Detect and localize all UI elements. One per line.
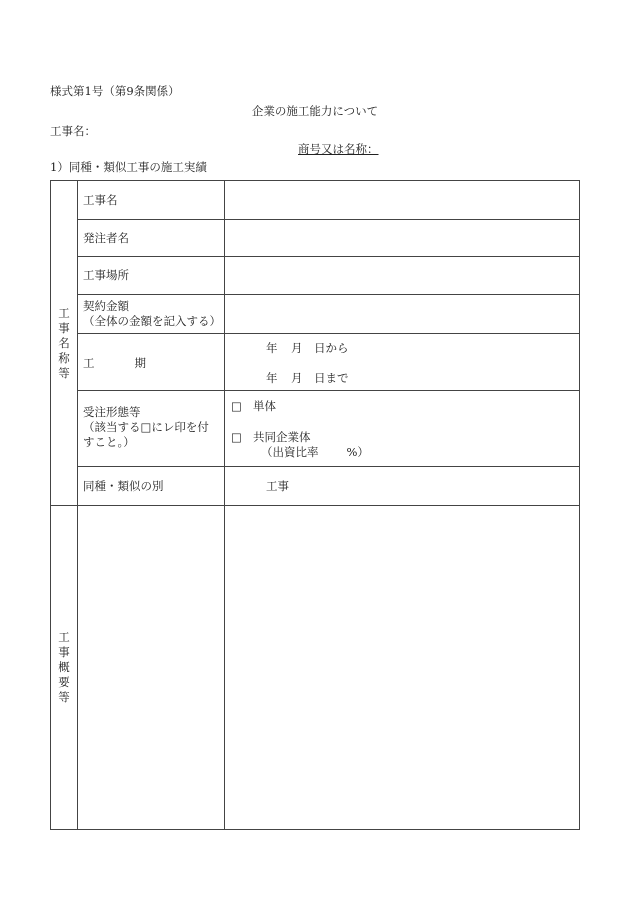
- ratio-prefix: （出資比率: [261, 445, 319, 459]
- label-client-name: 発注者名: [83, 231, 129, 245]
- group-label-char: 名: [58, 335, 70, 350]
- label-contract-amount: [83, 299, 221, 329]
- option-single[interactable]: [231, 399, 276, 414]
- row-divider: [77, 294, 579, 295]
- group-label-char: 等: [58, 689, 70, 704]
- row-divider: [77, 466, 579, 467]
- label-location: 工事場所: [83, 268, 129, 282]
- option-single-label: 単体: [253, 399, 276, 413]
- label-period: [83, 356, 146, 371]
- label-order-form: [83, 405, 209, 450]
- group-label-overview: [51, 505, 77, 829]
- value-location[interactable]: [231, 266, 571, 286]
- group-label-project: [51, 181, 77, 505]
- period-to-day: 日まで: [314, 371, 349, 385]
- row-divider: [77, 333, 579, 334]
- form-number: 様式第1号（第9条関係）: [50, 84, 180, 98]
- group-label-char: 要: [58, 674, 70, 689]
- period-month: 月: [291, 371, 303, 385]
- period-to[interactable]: [266, 371, 349, 386]
- section-divider: [51, 505, 579, 506]
- label-project-name: 工事名: [83, 193, 118, 207]
- overview-left-cell[interactable]: [81, 511, 219, 821]
- label-order-form-line1: 受注形態等: [83, 405, 141, 419]
- label-contract-amount-line2: （全体の金額を記入する）: [83, 314, 221, 328]
- group-label-char: 事: [58, 320, 70, 335]
- performance-table: [50, 180, 580, 830]
- label-same-similar: 同種・類似の別: [83, 479, 164, 493]
- group-label-char: 称: [58, 350, 70, 365]
- document-title: 企業の施工能力について: [251, 104, 379, 118]
- label-period-char-1: 工: [83, 356, 95, 370]
- project-name-label: 工事名：: [50, 124, 96, 138]
- company-name-field: [298, 142, 465, 157]
- overview-right-cell[interactable]: [231, 511, 571, 821]
- option-jv-label: 共同企業体: [253, 430, 311, 444]
- value-client-name[interactable]: [231, 228, 571, 248]
- label-period-char-2: 期: [134, 356, 146, 370]
- period-from-day: 日から: [314, 341, 349, 355]
- period-month: 月: [291, 341, 303, 355]
- label-order-form-line3: すこと。）: [83, 435, 135, 449]
- label-contract-amount-line1: 契約金額: [83, 299, 129, 313]
- company-name-label: 商号又は名称：: [298, 142, 379, 156]
- label-order-form-line2: （該当する□にレ印を付: [83, 420, 209, 434]
- investment-ratio[interactable]: [261, 445, 369, 460]
- group-label-char: 工: [58, 629, 70, 644]
- checkbox-jv[interactable]: □: [231, 430, 242, 444]
- period-year: 年: [266, 341, 278, 355]
- group-label-char: 工: [58, 305, 70, 320]
- row-divider: [77, 390, 579, 391]
- value-project-name[interactable]: [231, 191, 571, 211]
- checkbox-single[interactable]: □: [231, 399, 242, 413]
- ratio-suffix: %）: [346, 445, 369, 459]
- value-same-similar[interactable]: 工事: [266, 479, 289, 493]
- period-from[interactable]: [266, 341, 349, 356]
- row-divider: [77, 219, 579, 220]
- option-jv[interactable]: [231, 430, 311, 445]
- row-divider: [77, 256, 579, 257]
- group-label-char: 等: [58, 365, 70, 380]
- group-label-char: 概: [58, 659, 70, 674]
- group-label-char: 事: [58, 644, 70, 659]
- period-year: 年: [266, 371, 278, 385]
- section-heading: 1）同種・類似工事の施工実績: [50, 160, 207, 174]
- value-contract-amount[interactable]: [231, 303, 571, 325]
